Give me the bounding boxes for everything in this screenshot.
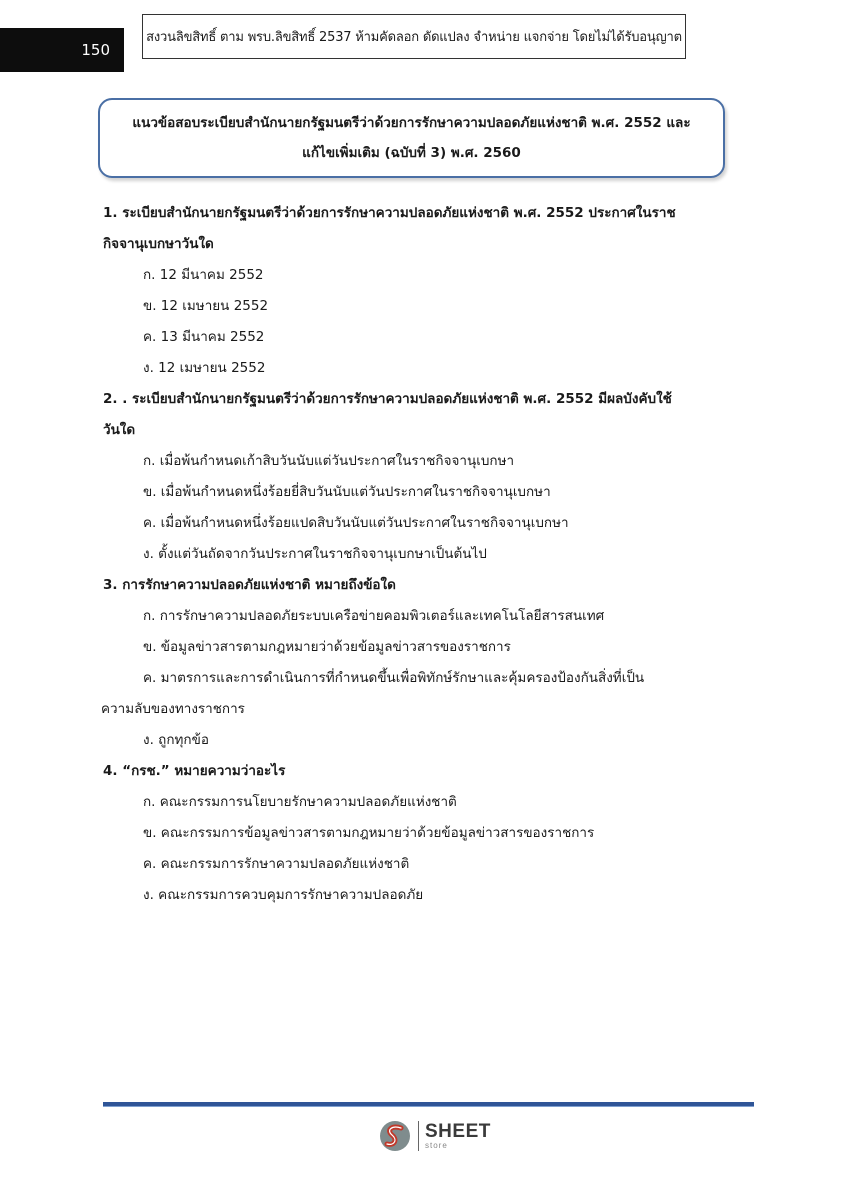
logo-divider <box>418 1121 419 1151</box>
logo-sub: store <box>425 1141 448 1150</box>
choice-3b: ข. ข้อมูลข่าวสารตามกฎหมายว่าด้วยข้อมูลข่าวสารของราชการ <box>143 639 511 655</box>
question-1 <box>103 198 733 384</box>
choice-3c-line-1: ค. มาตรการและการดำเนินการที่กำหนดขึ้นเพื่อพิทักษ์รักษาและคุ้มครองป้องกันสิ่งที่เป็น <box>143 670 645 686</box>
logo-brand: SHEET <box>425 1121 491 1142</box>
page-number: 150 <box>0 28 124 72</box>
question-2 <box>103 384 733 570</box>
sheet-store-logo <box>378 1118 491 1154</box>
question-2-line-2: วันใด <box>103 422 136 438</box>
s-logo-icon <box>378 1119 412 1153</box>
choice-2d: ง. ตั้งแต่วันถัดจากวันประกาศในราชกิจจานุเบกษาเป็นต้นไป <box>143 546 487 562</box>
document-title-line-1: แนวข้อสอบระเบียบสำนักนายกรัฐมนตรีว่าด้วยการรักษาความปลอดภัยแห่งชาติ พ.ศ. 2552 และ <box>132 115 691 131</box>
footer-rule <box>103 1102 754 1107</box>
question-4 <box>103 756 733 911</box>
choice-3a: ก. การรักษาความปลอดภัยระบบเครือข่ายคอมพิวเตอร์และเทคโนโลยีสารสนเทศ <box>143 608 605 624</box>
question-4-text: 4. “กรช.” หมายความว่าอะไร <box>103 763 286 779</box>
choice-1a: ก. 12 มีนาคม 2552 <box>143 267 264 283</box>
question-list <box>103 198 733 911</box>
question-3-text: 3. การรักษาความปลอดภัยแห่งชาติ หมายถึงข้อใด <box>103 577 396 593</box>
choice-4c: ค. คณะกรรมการรักษาความปลอดภัยแห่งชาติ <box>143 856 410 872</box>
question-2-line-1: 2. . ระเบียบสำนักนายกรัฐมนตรีว่าด้วยการรักษาความปลอดภัยแห่งชาติ พ.ศ. 2552 มีผลบังคับใช้ <box>103 391 672 407</box>
choice-4b: ข. คณะกรรมการข้อมูลข่าวสารตามกฎหมายว่าด้วยข้อมูลข่าวสารของราชการ <box>143 825 595 841</box>
question-1-text <box>103 198 733 260</box>
question-3 <box>103 570 733 756</box>
choice-3c-line-2: ความลับของทางราชการ <box>101 701 245 717</box>
copyright-notice: สงวนลิขสิทธิ์ ตาม พรบ.ลิขสิทธิ์ 2537 ห้ามคัดลอก ดัดแปลง จำหน่าย แจกจ่าย โดยไม่ได้รับอนุญาต <box>142 14 686 59</box>
choice-2c: ค. เมื่อพ้นกำหนดหนึ่งร้อยแปดสิบวันนับแต่วันประกาศในราชกิจจานุเบกษา <box>143 515 569 531</box>
choice-2b: ข. เมื่อพ้นกำหนดหนึ่งร้อยยี่สิบวันนับแต่วันประกาศในราชกิจจานุเบกษา <box>143 484 551 500</box>
question-1-line-2: กิจจานุเบกษาวันใด <box>103 236 214 252</box>
logo-wordmark <box>425 1122 491 1150</box>
choice-4a: ก. คณะกรรมการนโยบายรักษาความปลอดภัยแห่งชาติ <box>143 794 457 810</box>
choice-1b: ข. 12 เมษายน 2552 <box>143 298 269 314</box>
document-title-line-2: แก้ไขเพิ่มเติม (ฉบับที่ 3) พ.ศ. 2560 <box>302 145 521 161</box>
choice-2a: ก. เมื่อพ้นกำหนดเก้าสิบวันนับแต่วันประกาศในราชกิจจานุเบกษา <box>143 453 515 469</box>
choice-1c: ค. 13 มีนาคม 2552 <box>143 329 265 345</box>
choice-3c <box>103 663 733 725</box>
document-title-box <box>98 98 725 178</box>
question-1-line-1: 1. ระเบียบสำนักนายกรัฐมนตรีว่าด้วยการรักษาความปลอดภัยแห่งชาติ พ.ศ. 2552 ประกาศในราช <box>103 205 676 221</box>
choice-3d: ง. ถูกทุกข้อ <box>143 732 209 748</box>
question-2-text <box>103 384 733 446</box>
choice-1d: ง. 12 เมษายน 2552 <box>143 360 266 376</box>
choice-4d: ง. คณะกรรมการควบคุมการรักษาความปลอดภัย <box>143 887 424 903</box>
